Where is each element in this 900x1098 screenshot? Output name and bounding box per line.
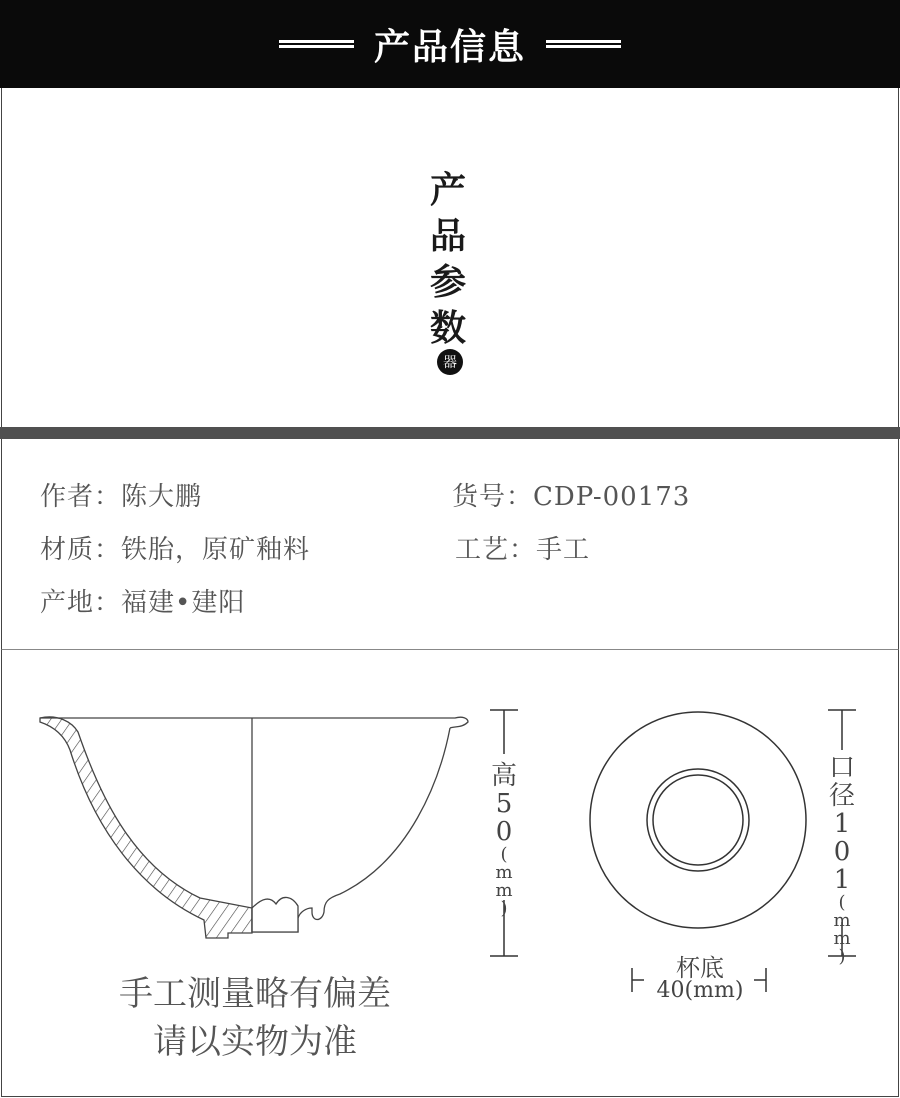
mouth-label-char: m	[833, 928, 851, 949]
height-label-char: )	[500, 898, 508, 919]
height-label-char: 高	[490, 761, 517, 791]
mouth-label-char: 径	[828, 781, 855, 811]
mouth-label-char: 1	[833, 809, 851, 839]
title-char: 数	[429, 308, 466, 349]
height-label-char: m	[495, 880, 513, 901]
mouth-label-char: 1	[833, 865, 851, 895]
bowl-section-wall	[40, 717, 252, 938]
section-header	[0, 0, 900, 88]
mouth-label-char: m	[833, 910, 851, 931]
height-label-char: m	[495, 862, 513, 883]
seal-badge: 器	[437, 349, 463, 375]
author-row	[40, 476, 202, 513]
base-value: 40(mm)	[656, 978, 744, 1003]
material-value: 铁胎，原矿釉料	[121, 535, 311, 565]
top-view-foot-outer	[647, 769, 749, 871]
height-label-char: 5	[495, 789, 513, 819]
mouth-label	[827, 754, 857, 966]
bowl-rim	[40, 717, 468, 728]
height-label-char: 0	[495, 817, 513, 847]
divider-bar	[0, 427, 900, 439]
craft-label: 工艺：	[455, 535, 537, 565]
item-number-label: 货号：	[452, 482, 534, 512]
author-value: 陈大鹏	[121, 482, 203, 512]
origin-row	[40, 582, 245, 619]
mouth-label-char: 0	[833, 837, 851, 867]
top-view-foot-inner	[653, 775, 743, 865]
mouth-label-char: )	[838, 946, 846, 967]
mouth-label-char: 口	[828, 753, 855, 783]
height-label	[489, 762, 519, 918]
header-left-rule	[279, 40, 354, 48]
title-char: 参	[429, 262, 466, 303]
section-title: 产品信息	[373, 26, 526, 68]
base-label: 杯底	[676, 954, 724, 982]
craft-value: 手工	[536, 535, 591, 565]
header-right-rule	[546, 40, 621, 48]
title-char: 品	[429, 216, 466, 257]
measurement-note-line2: 请以实物为准	[153, 1022, 357, 1062]
height-label-char: (	[500, 844, 508, 865]
material-row	[40, 529, 310, 566]
title-char: 产	[429, 170, 466, 211]
craft-row	[455, 529, 590, 566]
material-label: 材质：	[40, 535, 122, 565]
measurement-note-line1: 手工测量略有偏差	[119, 974, 391, 1014]
item-number-value: CDP-00173	[533, 482, 691, 512]
origin-label: 产地：	[40, 588, 122, 618]
origin-value: 福建•建阳	[121, 588, 246, 618]
params-vertical-title	[428, 168, 468, 352]
top-view-outer-circle	[590, 712, 806, 928]
author-label: 作者：	[40, 482, 122, 512]
bowl-foot	[252, 897, 298, 932]
mouth-label-char: (	[838, 892, 846, 913]
item-number-row	[452, 476, 690, 513]
